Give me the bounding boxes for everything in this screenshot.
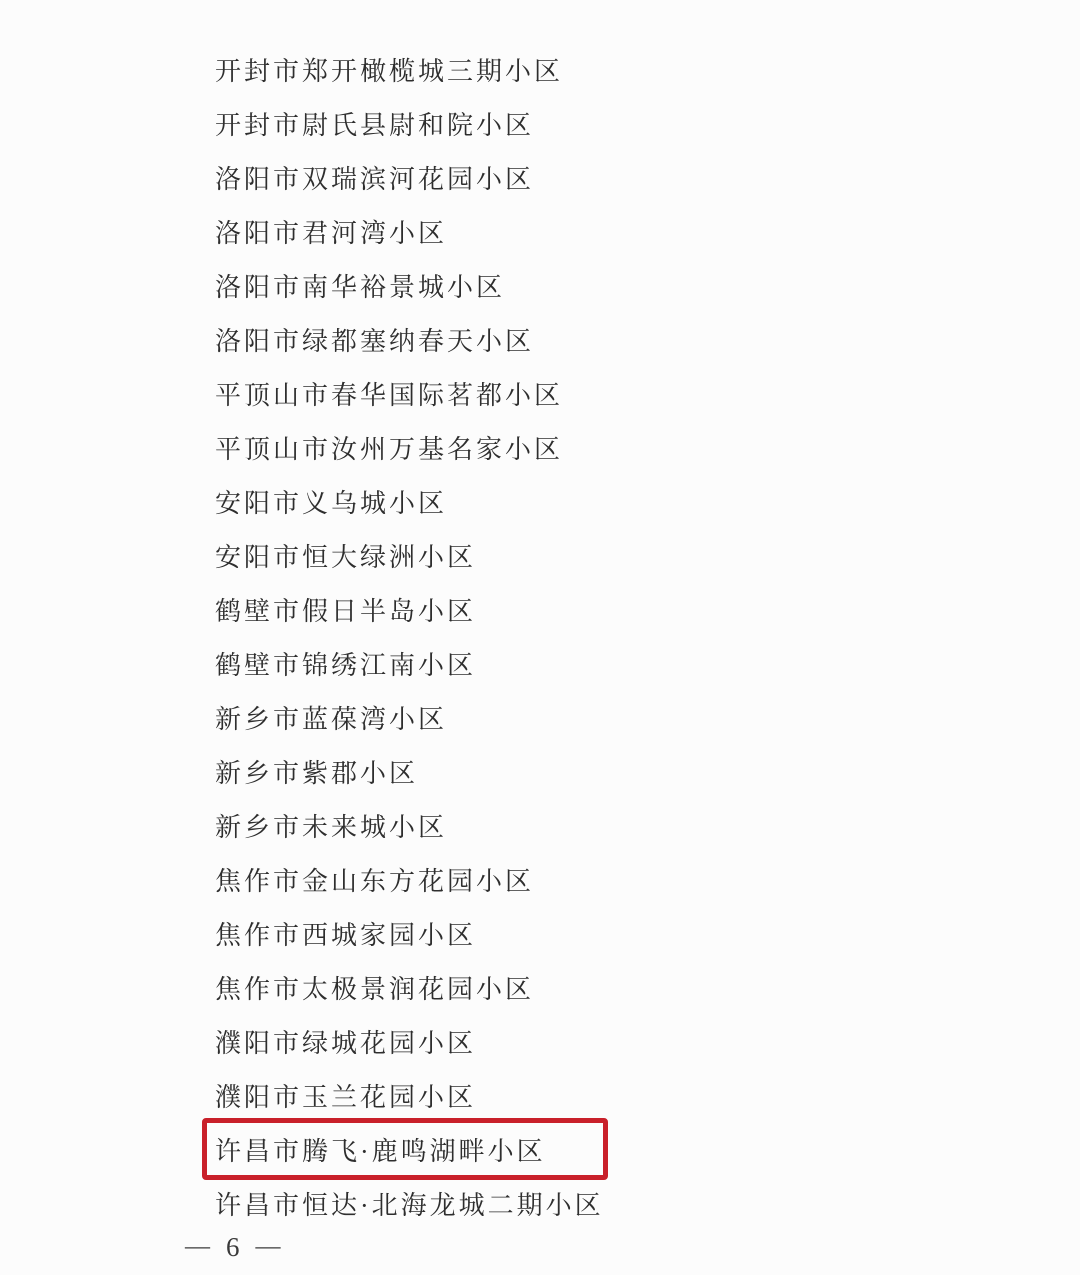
list-item-label: 安阳市义乌城小区	[215, 489, 448, 518]
list-item	[0, 531, 1080, 585]
list-item-label: 安阳市恒大绿洲小区	[215, 543, 477, 572]
list-item-label: 许昌市恒达·北海龙城二期小区	[215, 1191, 604, 1220]
list-item-label: 许昌市腾飞·鹿鸣湖畔小区	[215, 1137, 546, 1166]
page-footer	[185, 1231, 281, 1263]
list-item	[0, 909, 1080, 963]
list-item	[0, 1017, 1080, 1071]
list-item	[0, 477, 1080, 531]
list-item-label: 开封市郑开橄榄城三期小区	[215, 57, 564, 86]
list-item-label: 新乡市紫郡小区	[215, 759, 419, 788]
list-item-label: 焦作市金山东方花园小区	[215, 867, 535, 896]
list-item	[0, 855, 1080, 909]
list-item	[0, 1179, 1080, 1233]
list-item	[0, 45, 1080, 99]
page-number: 6	[226, 1232, 240, 1262]
list-item-highlighted	[0, 1125, 1080, 1179]
list-item	[0, 207, 1080, 261]
community-list	[0, 45, 1080, 1233]
list-item-label: 平顶山市汝州万基名家小区	[215, 435, 564, 464]
list-item-label: 濮阳市玉兰花园小区	[215, 1083, 477, 1112]
list-item	[0, 1071, 1080, 1125]
list-item	[0, 315, 1080, 369]
list-item	[0, 99, 1080, 153]
list-item-label: 洛阳市南华裕景城小区	[215, 273, 506, 302]
footer-right-dash: —	[255, 1233, 281, 1260]
list-item-label: 平顶山市春华国际茗都小区	[215, 381, 564, 410]
list-item-label: 新乡市未来城小区	[215, 813, 448, 842]
list-item	[0, 747, 1080, 801]
list-item	[0, 963, 1080, 1017]
list-item-label: 焦作市西城家园小区	[215, 921, 477, 950]
list-item	[0, 153, 1080, 207]
list-item-label: 鹤壁市锦绣江南小区	[215, 651, 477, 680]
list-item	[0, 639, 1080, 693]
list-item-label: 新乡市蓝葆湾小区	[215, 705, 448, 734]
list-item	[0, 423, 1080, 477]
list-item-label: 濮阳市绿城花园小区	[215, 1029, 477, 1058]
list-item-label: 焦作市太极景润花园小区	[215, 975, 535, 1004]
list-item	[0, 369, 1080, 423]
footer-left-dash: —	[185, 1233, 210, 1260]
list-item	[0, 585, 1080, 639]
list-item-label: 洛阳市君河湾小区	[215, 219, 448, 248]
list-item-label: 洛阳市双瑞滨河花园小区	[215, 165, 535, 194]
list-item-label: 开封市尉氏县尉和院小区	[215, 111, 535, 140]
list-item	[0, 261, 1080, 315]
list-item	[0, 801, 1080, 855]
list-item-label: 鹤壁市假日半岛小区	[215, 597, 477, 626]
list-item-label: 洛阳市绿都塞纳春天小区	[215, 327, 535, 356]
list-item	[0, 693, 1080, 747]
